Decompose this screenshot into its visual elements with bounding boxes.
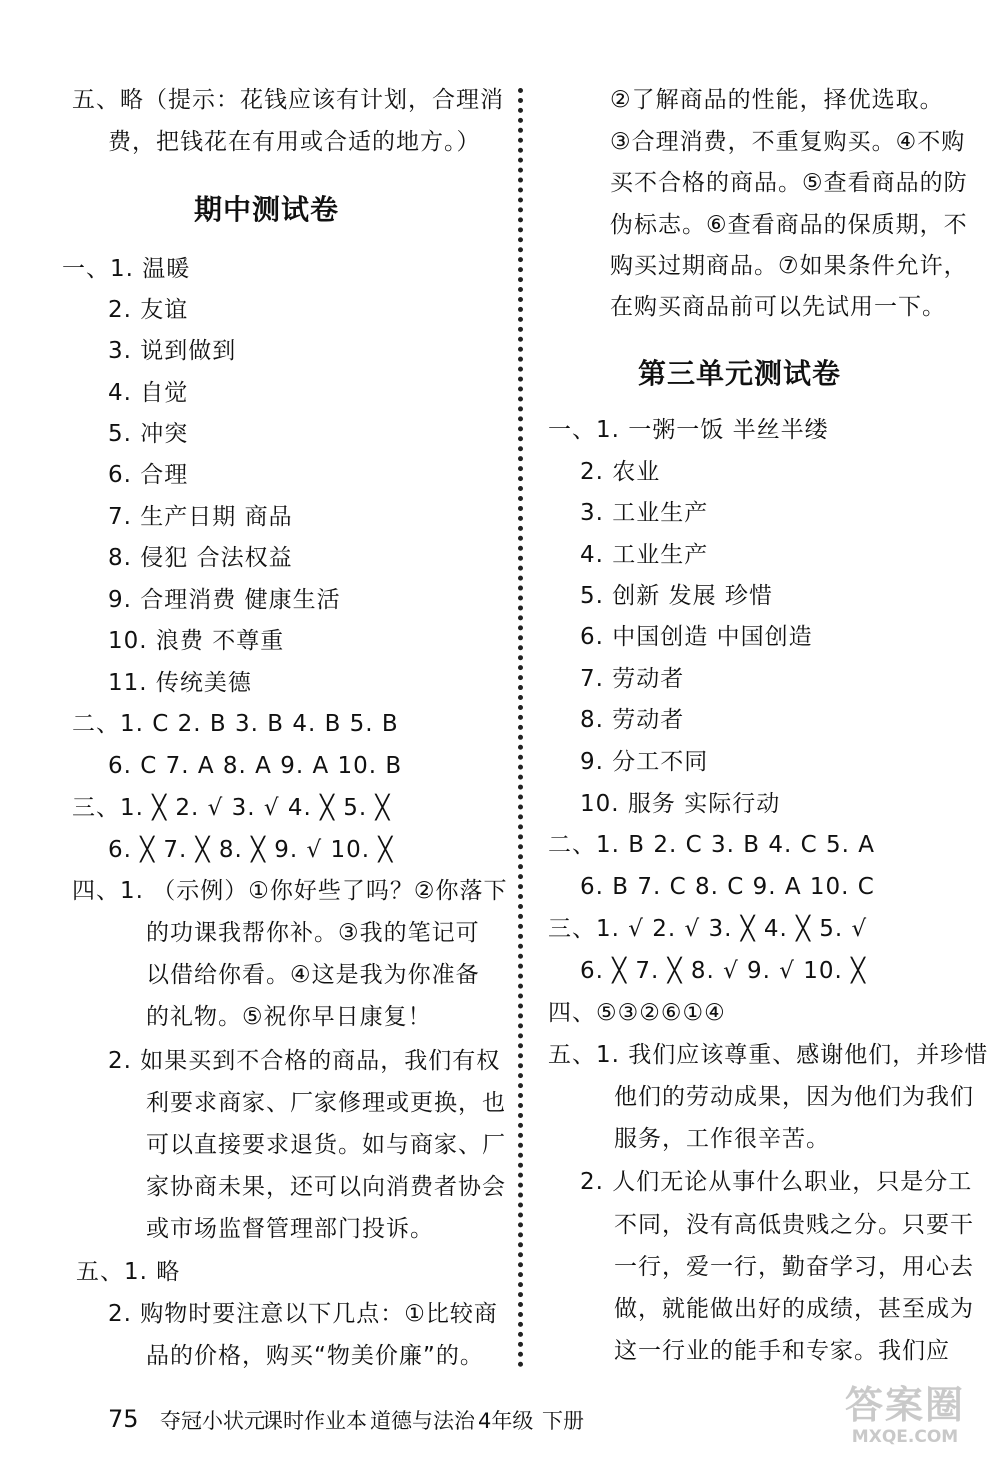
answer-line: 利要求商家、厂家修理或更换，也 — [146, 1090, 506, 1116]
answer-line: 6. ╳ 7. ╳ 8. √ 9. √ 10. ╳ — [580, 958, 867, 984]
answer-line: 家协商未果，还可以向消费者协会 — [146, 1174, 506, 1200]
answer-line: 6. 合理 — [108, 462, 189, 488]
answer-line: 5. 冲突 — [108, 421, 189, 447]
answer-line: 5. 创新 发展 珍惜 — [580, 583, 773, 609]
answer-line: 二、1. C 2. B 3. B 4. B 5. B — [72, 711, 399, 737]
footer-subject: 道德与法治 — [370, 1409, 475, 1433]
answer-line: 做，就能做出好的成绩，甚至成为 — [614, 1296, 974, 1322]
answer-line: 2. 购物时要注意以下几点：①比较商 — [108, 1301, 498, 1327]
answer-line: 4. 工业生产 — [580, 542, 709, 568]
answer-line: 三、1. ╳ 2. √ 3. √ 4. ╳ 5. ╳ — [72, 795, 391, 821]
answer-line: 8. 劳动者 — [580, 707, 685, 733]
answer-line: 三、1. √ 2. √ 3. ╳ 4. ╳ 5. √ — [548, 916, 868, 942]
answer-line: 7. 劳动者 — [580, 666, 685, 692]
answer-line: 服务，工作很辛苦。 — [614, 1126, 830, 1152]
continued-line: 伪标志。⑥查看商品的保质期，不 — [610, 212, 968, 238]
answer-line: 一、1. 温暖 — [62, 256, 191, 282]
answer-line: 11. 传统美德 — [108, 670, 252, 696]
continued-line: 在购买商品前可以先试用一下。 — [610, 294, 946, 320]
answer-line: 4. 自觉 — [108, 380, 189, 406]
intro-line: 费，把钱花在有用或合适的地方。） — [108, 129, 481, 155]
answer-line: 6. C 7. A 8. A 9. A 10. B — [108, 753, 403, 779]
page-number: 75 — [108, 1405, 139, 1433]
answer-line: 10. 浪费 不尊重 — [108, 628, 285, 654]
answer-line: 不同，没有高低贵贱之分。只要干 — [614, 1212, 974, 1238]
answer-line: 10. 服务 实际行动 — [580, 791, 781, 817]
answer-line: 6. 中国创造 中国创造 — [580, 624, 813, 650]
continued-line: ③合理消费，不重复购买。④不购 — [610, 129, 966, 155]
answer-line: 6. B 7. C 8. C 9. A 10. C — [580, 874, 875, 900]
answer-line: 3. 工业生产 — [580, 500, 709, 526]
watermark — [830, 1383, 980, 1453]
midterm-title: 期中测试卷 — [194, 193, 340, 226]
footer-volume: 下册 — [542, 1409, 584, 1433]
column-divider — [518, 88, 523, 1368]
answer-line: 或市场监督管理部门投诉。 — [146, 1216, 434, 1242]
continued-line: 购买过期商品。⑦如果条件允许， — [610, 253, 968, 279]
answer-line: 9. 分工不同 — [580, 749, 709, 775]
watermark-logo: 答案圈 — [844, 1383, 965, 1427]
answer-line: 7. 生产日期 商品 — [108, 504, 293, 530]
intro-line: 五、略（提示：花钱应该有计划，合理消 — [72, 87, 504, 113]
answer-line: 9. 合理消费 健康生活 — [108, 587, 341, 613]
answer-line: 3. 说到做到 — [108, 338, 237, 364]
answer-line: 8. 侵犯 合法权益 — [108, 545, 293, 571]
unit3-title: 第三单元测试卷 — [638, 357, 842, 390]
answer-line: 的礼物。⑤祝你早日康复！ — [146, 1004, 432, 1030]
answer-line: 2. 人们无论从事什么职业，只是分工 — [580, 1169, 973, 1195]
continued-line: ②了解商品的性能，择优选取。 — [610, 87, 944, 113]
answer-line: 2. 友谊 — [108, 297, 189, 323]
answer-line: 四、1. （示例）①你好些了吗？②你落下 — [72, 878, 508, 904]
footer-grade: 4年级 — [478, 1409, 534, 1433]
watermark-url: MXQE.COM — [851, 1427, 959, 1447]
answer-line: 一行，爱一行，勤奋学习，用心去 — [614, 1254, 974, 1280]
answer-line: 6. ╳ 7. ╳ 8. ╳ 9. √ 10. ╳ — [108, 837, 394, 863]
answer-line: 这一行业的能手和专家。我们应 — [614, 1338, 950, 1364]
continued-line: 买不合格的商品。⑤查看商品的防 — [610, 170, 968, 196]
answer-line: 的功课我帮你补。③我的笔记可 — [146, 920, 480, 946]
answer-line: 五、1. 略 — [76, 1259, 181, 1285]
answer-line: 一、1. 一粥一饭 半丝半缕 — [548, 417, 829, 443]
answer-line: 2. 农业 — [580, 459, 661, 485]
answer-line: 他们的劳动成果，因为他们为我们 — [614, 1084, 974, 1110]
answer-line: 以借给你看。④这是我为你准备 — [146, 962, 480, 988]
answer-line: 四、⑤③②⑥①④ — [548, 1000, 726, 1026]
footer-series: 课时作业本 — [262, 1409, 367, 1433]
answer-line: 五、1. 我们应该尊重、感谢他们，并珍惜 — [548, 1042, 989, 1068]
answer-line: 2. 如果买到不合格的商品，我们有权 — [108, 1048, 501, 1074]
answer-line: 品的价格，购买“物美价廉”的。 — [146, 1343, 484, 1369]
footer-brand: 夺冠小状元 — [160, 1409, 265, 1433]
answer-line: 二、1. B 2. C 3. B 4. C 5. A — [548, 832, 875, 858]
answer-line: 可以直接要求退货。如与商家、厂 — [146, 1132, 506, 1158]
